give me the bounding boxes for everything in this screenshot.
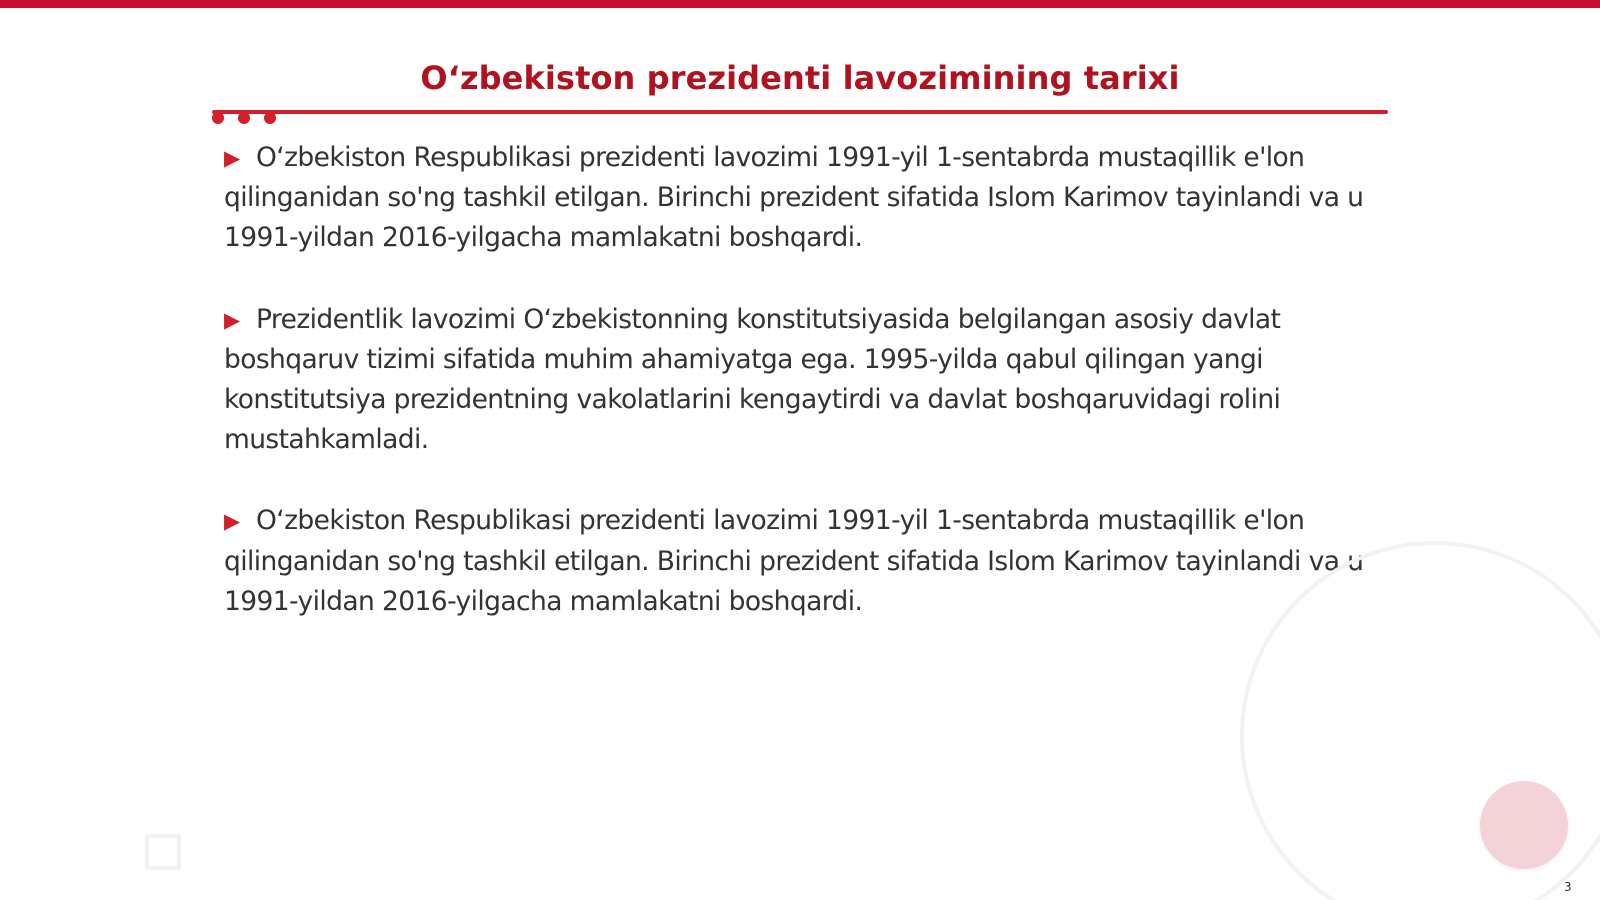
small-pink-circle-icon	[1480, 781, 1568, 869]
title-underline	[212, 110, 1388, 114]
bullet-paragraph-3	[224, 501, 1374, 622]
title-dot-icon	[264, 112, 276, 124]
page-number: 3	[1564, 880, 1572, 894]
slide-title: O‘zbekiston prezidenti lavozimining tarixi	[420, 59, 1180, 97]
square-outline-icon	[145, 834, 181, 870]
triangle-bullet-icon: ▶	[224, 307, 240, 332]
top-accent-bar	[0, 0, 1600, 8]
triangle-bullet-icon: ▶	[224, 509, 240, 534]
triangle-bullet-icon: ▶	[224, 146, 240, 170]
bullet-text-1: O‘zbekiston Respublikasi prezidenti lavozimi 1991-yil 1-sentabrda mustaqillik e'lon qilinganidan so'ng tashkil etilgan. Birinchi prezident sifatida Islom Karimov tayinlandi va u 1991-yildan 2016-yilgacha mamlakatni boshqardi.	[224, 142, 1364, 254]
slide-content	[224, 138, 1374, 622]
bullet-text-3: O‘zbekiston Respublikasi prezidenti lavozimi 1991-yil 1-sentabrda mustaqillik e'lon qilinganidan so'ng tashkil etilgan. Birinchi prezident sifatida Islom Karimov tayinlandi va u 1991-yildan 2016-yilgacha mamlakatni boshqardi.	[224, 505, 1364, 617]
bullet-paragraph-1	[224, 138, 1374, 259]
bullet-paragraph-2	[224, 300, 1374, 461]
title-dot-icon	[238, 112, 250, 124]
title-dot-icon	[212, 112, 224, 124]
bullet-text-2: Prezidentlik lavozimi O‘zbekistonning konstitutsiyasida belgilangan asosiy davlat boshqaruv tizimi sifatida muhim ahamiyatga ega. 1995-yilda qabul qilingan yangi konstitutsiya prezidentning vakolatlarini kengaytirdi va davlat boshqaruvidagi rolini mustahkamladi.	[224, 303, 1281, 456]
